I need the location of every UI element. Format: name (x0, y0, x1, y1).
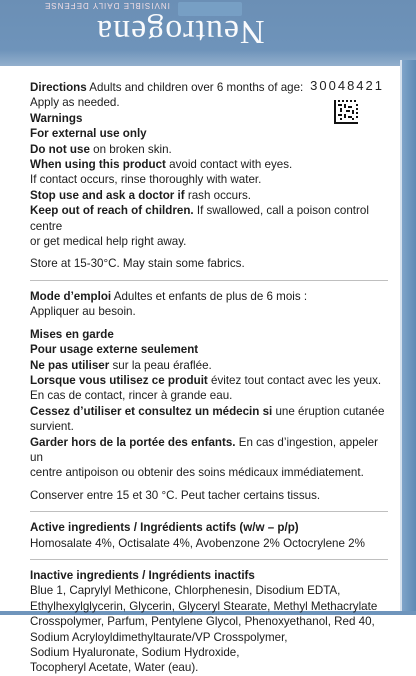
conserver-line: Conserver entre 15 et 30 °C. Peut tacher certains tissus. (30, 488, 321, 502)
stop-use-line: Stop use and ask a doctor if rash occurs. (30, 188, 251, 202)
mode-emploi-line: Mode d’emploi Adultes et enfants de plus de 6 mois : (30, 289, 308, 303)
directions-line: Directions Adults and children over 6 months of age: (30, 81, 304, 94)
inactive-ingredients-line: Tocopheryl Acetate, Water (eau). (30, 661, 199, 675)
package-side-strip (402, 60, 416, 615)
external-use-line: For external use only (30, 127, 147, 141)
brand-tagline-mirrored: INVISIBLE DAILY DEFENSE (44, 1, 170, 10)
section-divider (30, 280, 388, 281)
band-shade (0, 50, 416, 66)
inactive-ingredients-line: Crosspolymer, Parfum, Pentylene Glycol, Phenoxyethanol, Red 40, (30, 615, 375, 629)
ne-pas-utiliser-line: Ne pas utiliser sur la peau éraflée. (30, 358, 212, 372)
inactive-ingredients-line: Sodium Acryloyldimethyltaurate/VP Crosspolymer, (30, 630, 288, 644)
when-using-line: When using this product avoid contact with eyes. (30, 158, 293, 172)
keep-out-line-2: or get medical help right away. (30, 235, 187, 249)
active-ingredients-list: Homosalate 4%, Octisalate 4%, Avobenzone 2% Octocrylene 2% (30, 536, 365, 550)
cessez-line: Cessez d’utiliser et consultez un médecin si une éruption cutanée (30, 404, 385, 418)
mises-en-garde-heading: Mises en garde (30, 327, 114, 341)
active-ingredients-heading: Active ingredients / Ingrédients actifs (w/w – p/p) (30, 521, 299, 535)
storage-line: Store at 15-30°C. May stain some fabrics. (30, 257, 245, 271)
en-cas-line: En cas de contact, rincer à grande eau. (30, 389, 233, 403)
if-contact-line: If contact occurs, rinse thoroughly with water. (30, 173, 262, 187)
garder-line: Garder hors de la portée des enfants. En cas d’ingestion, appeler un (30, 435, 378, 464)
brand-logo-mirrored: Neutrogena (96, 13, 265, 50)
do-not-use-line: Do not use on broken skin. (30, 142, 172, 156)
keep-out-line: Keep out of reach of children. If swallowed, call a poison control centre (30, 204, 369, 233)
inactive-ingredients-line: Blue 1, Caprylyl Methicone, Chlorphenesin, Disodium EDTA, (30, 584, 341, 598)
mode-emploi-line-2: Appliquer au besoin. (30, 305, 136, 319)
garder-line-2: centre antipoison ou obtenir des soins médicaux immédiatement. (30, 466, 364, 480)
inactive-ingredients-line: Ethylhexylglycerin, Glycerin, Glyceryl Stearate, Methyl Methacrylate (30, 599, 378, 613)
directions-line-2: Apply as needed. (30, 96, 120, 110)
cessez-line-2: survient. (30, 420, 74, 434)
usage-externe-line: Pour usage externe seulement (30, 343, 199, 357)
section-divider (30, 511, 388, 512)
section-divider (30, 559, 388, 560)
inactive-ingredients-line: Sodium Hyaluronate, Sodium Hydroxide, (30, 646, 240, 659)
lorsque-line: Lorsque vous utilisez ce produit évitez tout contact avec les yeux. (30, 373, 382, 387)
package-top-band (0, 0, 416, 66)
lot-code: 30048421 (310, 78, 384, 93)
label-text-panel (30, 80, 388, 676)
inactive-ingredients-heading: Inactive ingredients / Ingrédients inactifs (30, 568, 255, 582)
warnings-heading: Warnings (30, 111, 83, 125)
